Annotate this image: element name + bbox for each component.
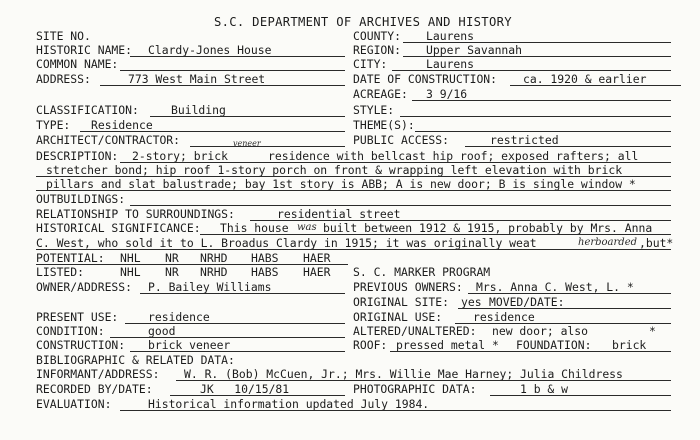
construction-value: brick veneer — [148, 338, 231, 352]
common-name-rule — [120, 70, 345, 71]
potential-nhl: NHL — [120, 251, 141, 265]
photographic-label: PHOTOGRAPHIC DATA: — [353, 382, 477, 396]
condition-value: good — [148, 324, 176, 338]
potential-haer: HAER — [303, 251, 331, 265]
listed-nrhd: NRHD — [200, 265, 228, 279]
original-site-value: yes — [461, 295, 482, 309]
roof-rule — [390, 351, 671, 352]
present-use-label: PRESENT USE: — [36, 310, 119, 324]
themes-label: THEME(S): — [353, 118, 415, 132]
moved-date-label: MOVED/DATE: — [489, 295, 565, 309]
date-of-construction-label: DATE OF CONSTRUCTION: — [353, 72, 498, 86]
listed-haer: HAER — [303, 265, 331, 279]
significance-label: HISTORICAL SIGNIFICANCE: — [36, 221, 201, 235]
owner-address-label: OWNER/ADDRESS: — [36, 280, 133, 294]
significance-line2b: ,but* — [639, 236, 674, 250]
relationship-label: RELATIONSHIP TO SURROUNDINGS: — [36, 207, 235, 221]
foundation-value: brick — [612, 338, 647, 352]
architect-rule — [190, 146, 345, 147]
listed-nhl: NHL — [120, 265, 141, 279]
description-line1b: residence with bellcast hip roof; exposed rafters; all — [268, 149, 639, 163]
listed-habs: HABS — [251, 265, 279, 279]
previous-owners-rule — [468, 293, 671, 294]
evaluation-rule — [120, 410, 671, 411]
type-label: TYPE: — [36, 118, 71, 132]
listed-nr: NR — [165, 265, 179, 279]
recorded-by-value: JK 10/15/81 — [200, 382, 290, 396]
themes-rule — [415, 131, 671, 132]
common-name-label: COMMON NAME: — [36, 57, 119, 71]
foundation-label: FOUNDATION: — [516, 338, 592, 352]
roof-value: pressed metal * — [396, 338, 499, 352]
historic-name-label: HISTORIC NAME: — [36, 43, 133, 57]
date-of-construction-rule — [510, 85, 681, 86]
public-access-rule — [465, 146, 671, 147]
type-rule — [80, 131, 345, 132]
city-label: CITY: — [353, 57, 388, 71]
construction-label: CONSTRUCTION: — [36, 338, 126, 352]
classification-label: CLASSIFICATION: — [36, 103, 139, 117]
altered-label: ALTERED/UNALTERED: — [353, 324, 477, 338]
owner-address-value: P. Bailey Williams — [148, 280, 272, 294]
listed-label: LISTED: — [36, 265, 85, 279]
owner-address-rule — [140, 293, 345, 294]
potential-label: POTENTIAL: — [36, 251, 105, 265]
style-label: STYLE: — [353, 103, 395, 117]
date-of-construction-value: ca. 1920 & earlier — [523, 72, 647, 86]
evaluation-label: EVALUATION: — [36, 397, 112, 411]
type-value: Residence — [91, 118, 153, 132]
region-label: REGION: — [353, 43, 402, 57]
potential-habs: HABS — [251, 251, 279, 265]
original-use-label: ORIGINAL USE: — [353, 310, 443, 324]
description-line3: pillars and slat balustrade; bay 1st story is ABB; A is new door; B is single window * — [46, 177, 636, 191]
marker-program-label: S. C. MARKER PROGRAM — [353, 265, 491, 279]
county-label: COUNTY: — [353, 29, 402, 43]
recorded-by-rule — [170, 395, 345, 396]
description-line2: stretcher bond; hip roof 1-story porch on front & wrapping left elevation with brick — [46, 163, 623, 177]
significance-line1b: built between 1912 & 1915, probably by Mrs. Anna — [323, 221, 653, 235]
address-value: 773 West Main Street — [128, 72, 266, 86]
outbuildings-label: OUTBUILDINGS: — [36, 192, 126, 206]
city-rule — [392, 70, 671, 71]
description-line1a: 2-story; brick — [132, 149, 229, 163]
region-value: Upper Savannah — [426, 43, 523, 57]
informant-value: W. R. (Bob) McCuen, Jr.; Mrs. Willie Mae Harney; Julia Childress — [184, 367, 623, 381]
county-value: Laurens — [426, 29, 475, 43]
significance-rule-1 — [200, 234, 671, 235]
informant-label: INFORMANT/ADDRESS: — [36, 367, 160, 381]
bibliographic-label: BIBLIOGRAPHIC & RELATED DATA: — [36, 353, 235, 367]
architect-label: ARCHITECT/CONTRACTOR: — [36, 133, 181, 147]
form-title: S.C. DEPARTMENT OF ARCHIVES AND HISTORY — [214, 15, 512, 29]
acreage-value: 3 9/16 — [426, 87, 468, 101]
historic-name-rule — [130, 56, 345, 57]
outbuildings-rule — [130, 205, 671, 206]
evaluation-value: Historical information updated July 1984. — [148, 397, 430, 411]
address-label: ADDRESS: — [36, 72, 91, 86]
photographic-value: 1 b & w — [520, 382, 569, 396]
historic-name-value: Clardy-Jones House — [148, 43, 272, 57]
significance-line1a: This house — [220, 221, 289, 235]
style-rule — [400, 116, 671, 117]
condition-label: CONDITION: — [36, 324, 105, 338]
original-site-label: ORIGINAL SITE: — [353, 295, 450, 309]
significance-rule-2 — [36, 249, 671, 250]
classification-rule — [150, 116, 345, 117]
relationship-value: residential street — [277, 207, 401, 221]
original-site-rule — [458, 308, 671, 309]
address-rule — [100, 85, 345, 86]
significance-handwritten-herboarded: herboarded — [578, 237, 638, 248]
potential-nrhd: NRHD — [200, 251, 228, 265]
construction-rule — [130, 351, 345, 352]
recorded-by-label: RECORDED BY/DATE: — [36, 382, 153, 396]
description-rule-3 — [36, 190, 671, 191]
acreage-label: ACREAGE: — [353, 87, 408, 101]
informant-rule — [176, 380, 671, 381]
previous-owners-value: Mrs. Anna C. West, L. * — [476, 280, 634, 294]
significance-handwritten-was: was — [297, 222, 317, 233]
potential-nr: NR — [165, 251, 179, 265]
original-use-value: residence — [473, 310, 535, 324]
site-no-label: SITE NO. — [36, 29, 91, 43]
altered-value: new door; also — [492, 324, 589, 338]
significance-line2a: C. West, who sold it to L. Broadus Clardy in 1915; it was originally weat — [36, 236, 537, 250]
description-insert-veneer: veneer — [233, 139, 261, 148]
public-access-value: restricted — [490, 133, 559, 147]
classification-value: Building — [171, 103, 226, 117]
previous-owners-label: PREVIOUS OWNERS: — [353, 280, 463, 294]
photographic-rule — [490, 395, 671, 396]
public-access-label: PUBLIC ACCESS: — [353, 133, 450, 147]
city-value: Laurens — [426, 57, 475, 71]
acreage-rule — [412, 100, 671, 101]
description-label: DESCRIPTION: — [36, 149, 119, 163]
present-use-value: residence — [148, 310, 210, 324]
roof-label: ROOF: — [353, 338, 388, 352]
altered-asterisk: * — [649, 324, 656, 338]
